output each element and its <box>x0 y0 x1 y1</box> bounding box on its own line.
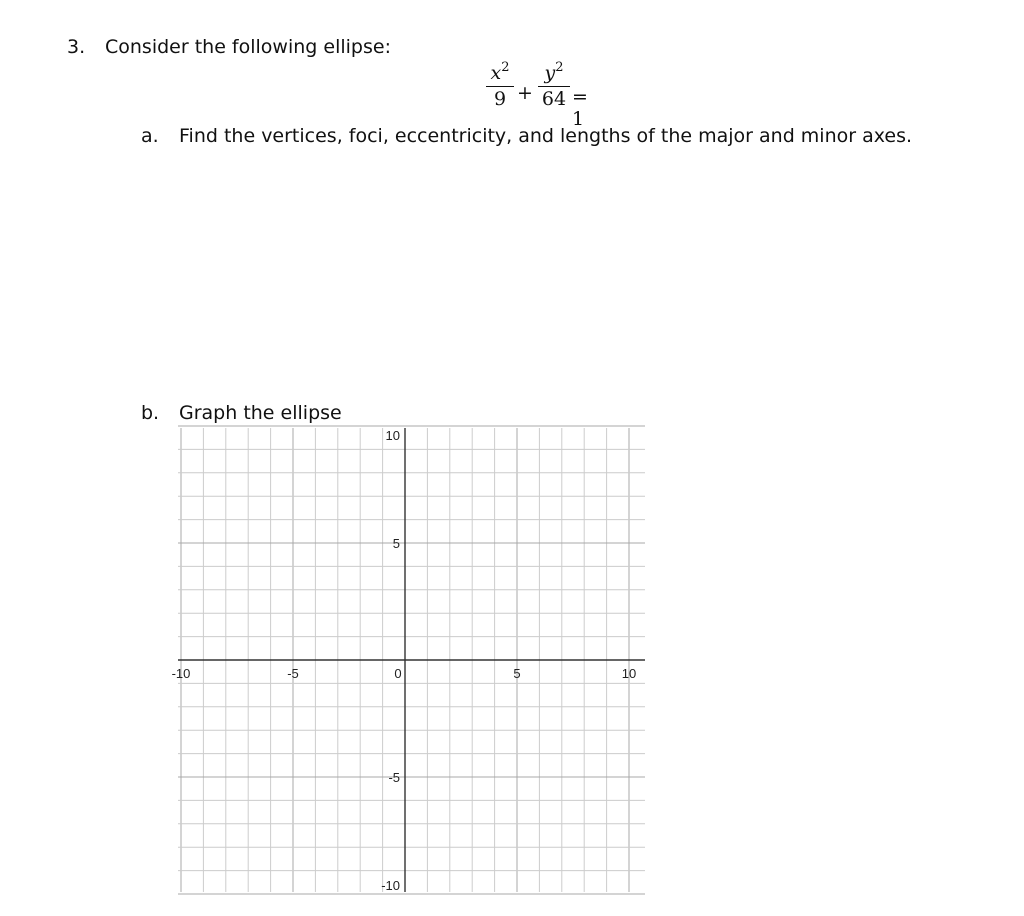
equals-sign: = 1 <box>572 86 588 130</box>
x-tick-label: 5 <box>513 666 521 681</box>
part-a-text: Find the vertices, foci, eccentricity, and lengths of the major and minor axes. <box>179 125 913 147</box>
part-b-label: b. <box>141 402 160 424</box>
term1-denominator: 9 <box>493 88 507 110</box>
y-tick-label: 5 <box>392 536 400 551</box>
term2-exponent: 2 <box>555 60 564 75</box>
y-tick-label: -5 <box>388 770 400 785</box>
question-text: Consider the following ellipse: <box>105 36 391 58</box>
x-tick-label: 10 <box>621 666 637 681</box>
term1-variable: x <box>490 62 502 84</box>
x-tick-label: -10 <box>171 666 191 681</box>
y-tick-label: 10 <box>385 428 400 443</box>
equation-rhs: 1 <box>572 108 585 130</box>
part-a-label: a. <box>141 125 159 147</box>
plus-sign: + <box>517 82 533 104</box>
x-tick-label: -5 <box>287 666 299 681</box>
x-tick-label: 0 <box>394 666 402 681</box>
question-number: 3. <box>67 36 86 58</box>
y-tick-label: -10 <box>381 878 400 893</box>
part-b-text: Graph the ellipse <box>179 402 342 424</box>
term2-variable: y <box>544 62 556 84</box>
term1-exponent: 2 <box>501 60 510 75</box>
term2-denominator: 64 <box>541 88 567 110</box>
